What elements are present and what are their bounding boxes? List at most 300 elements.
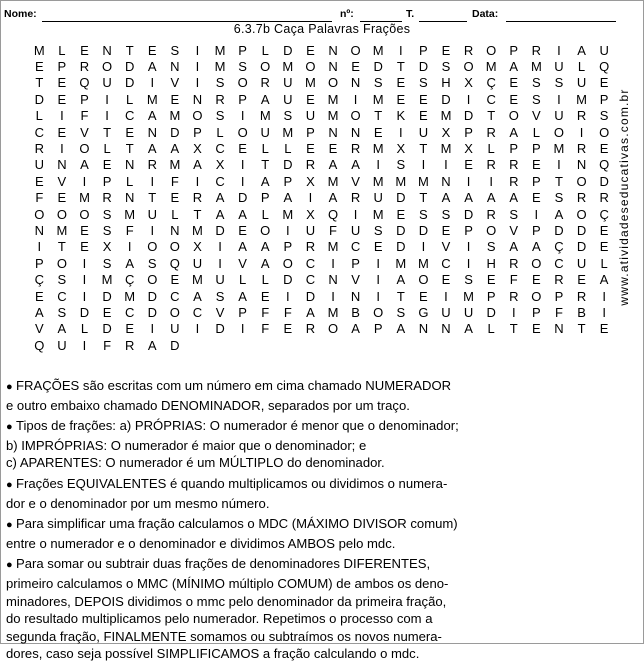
grid-letter[interactable]: R [124,337,135,353]
grid-letter[interactable]: T [419,141,428,157]
grid-letter[interactable]: N [350,75,361,91]
grid-letter[interactable]: R [486,124,496,140]
grid-letter[interactable]: E [306,42,315,58]
grid-letter[interactable]: O [486,42,497,58]
grid-letter[interactable]: U [350,222,361,238]
grid-letter[interactable]: P [373,321,383,337]
grid-letter[interactable]: I [466,255,471,271]
grid-letter[interactable]: D [283,157,293,173]
grid-letter[interactable]: E [486,272,496,288]
grid-letter[interactable]: P [509,141,519,157]
grid-letter[interactable]: N [350,124,361,140]
grid-letter[interactable]: I [466,91,471,107]
grid-letter[interactable]: D [418,222,429,238]
grid-letter[interactable]: N [576,157,587,173]
grid-letter[interactable]: M [327,173,339,189]
grid-letter[interactable]: D [147,288,157,304]
grid-letter[interactable]: A [260,239,270,255]
grid-letter[interactable]: E [419,108,428,124]
grid-letter[interactable]: S [441,206,451,222]
grid-letter[interactable]: C [170,288,180,304]
grid-letter[interactable]: F [509,272,518,288]
grid-letter[interactable]: N [441,321,451,337]
grid-letter[interactable]: M [372,141,384,157]
grid-letter[interactable]: E [599,222,609,238]
grid-letter[interactable]: U [283,75,293,91]
grid-letter[interactable]: D [124,59,135,75]
grid-letter[interactable]: A [147,108,157,124]
grid-letter[interactable]: R [509,255,519,271]
grid-letter[interactable]: X [306,173,315,189]
grid-letter[interactable]: L [261,272,269,288]
grid-letter[interactable]: H [486,255,496,271]
grid-letter[interactable]: N [350,288,361,304]
grid-letter[interactable]: K [396,108,406,124]
grid-letter[interactable]: P [486,288,496,304]
grid-letter[interactable]: O [237,124,248,140]
grid-letter[interactable]: C [441,255,451,271]
grid-letter[interactable]: C [57,288,67,304]
grid-letter[interactable]: I [37,239,42,255]
grid-letter[interactable]: R [102,190,112,206]
grid-letter[interactable]: L [261,42,269,58]
grid-letter[interactable]: I [421,239,426,255]
grid-letter[interactable]: Q [34,337,45,353]
grid-letter[interactable]: C [215,141,225,157]
grid-letter[interactable]: U [192,255,203,271]
grid-letter[interactable]: X [464,141,473,157]
grid-letter[interactable]: O [418,272,429,288]
grid-letter[interactable]: I [60,108,64,124]
grid-letter[interactable]: G [418,304,429,320]
grid-letter[interactable]: P [283,173,293,189]
grid-letter[interactable]: E [57,190,67,206]
grid-letter[interactable]: O [531,288,542,304]
grid-letter[interactable]: A [57,321,67,337]
grid-letter[interactable]: Ç [486,75,496,91]
grid-letter[interactable]: E [34,288,44,304]
grid-letter[interactable]: M [372,91,384,107]
grid-letter[interactable]: I [195,321,200,337]
grid-letter[interactable]: Q [79,75,90,91]
grid-letter[interactable]: E [80,42,89,58]
grid-letter[interactable]: U [599,42,609,58]
grid-letter[interactable]: E [599,239,609,255]
grid-letter[interactable]: O [192,108,203,124]
grid-letter[interactable]: S [419,75,428,91]
grid-letter[interactable]: O [373,304,384,320]
grid-letter[interactable]: M [417,255,429,271]
grid-letter[interactable]: A [328,190,338,206]
grid-letter[interactable]: I [127,239,132,255]
grid-letter[interactable]: I [376,255,381,271]
grid-letter[interactable]: E [396,75,406,91]
grid-letter[interactable]: M [33,42,45,58]
grid-letter[interactable]: P [532,173,541,189]
grid-letter[interactable]: P [102,173,112,189]
grid-letter[interactable]: I [376,157,381,173]
grid-letter[interactable]: A [238,288,247,304]
grid-letter[interactable]: O [147,272,158,288]
grid-letter[interactable]: M [327,239,339,255]
grid-letter[interactable]: R [486,206,496,222]
grid-letter[interactable]: E [147,42,157,58]
grid-letter[interactable]: S [464,272,473,288]
grid-letter[interactable]: Q [599,157,610,173]
grid-letter[interactable]: E [532,272,541,288]
grid-letter[interactable]: E [238,222,247,238]
grid-letter[interactable]: S [599,108,609,124]
grid-letter[interactable]: L [58,42,66,58]
grid-letter[interactable]: P [34,255,44,271]
grid-letter[interactable]: M [327,304,339,320]
grid-letter[interactable]: I [240,108,245,124]
grid-letter[interactable]: O [34,206,45,222]
grid-letter[interactable]: N [441,173,451,189]
grid-letter[interactable]: A [283,190,293,206]
grid-letter[interactable]: I [195,173,200,189]
grid-letter[interactable]: O [169,304,180,320]
grid-letter[interactable]: U [441,304,451,320]
grid-letter[interactable]: V [509,222,519,238]
grid-letter[interactable]: X [193,141,202,157]
grid-letter[interactable]: A [464,321,473,337]
grid-letter[interactable]: B [577,304,586,320]
grid-letter[interactable]: A [260,91,270,107]
grid-letter[interactable]: U [305,108,316,124]
grid-letter[interactable]: C [215,173,225,189]
grid-letter[interactable]: S [215,75,225,91]
grid-letter[interactable]: R [509,173,519,189]
grid-letter[interactable]: R [305,239,316,255]
grid-letter[interactable]: R [192,190,203,206]
grid-letter[interactable]: V [441,239,451,255]
grid-letter[interactable]: S [215,288,225,304]
grid-letter[interactable]: N [328,59,338,75]
grid-letter[interactable]: D [237,190,248,206]
grid-letter[interactable]: S [102,206,112,222]
grid-letter[interactable]: E [170,272,180,288]
grid-letter[interactable]: D [576,239,587,255]
grid-letter[interactable]: U [576,255,587,271]
grid-letter[interactable]: T [57,239,66,255]
grid-letter[interactable]: L [261,141,269,157]
grid-letter[interactable]: T [554,173,563,189]
grid-letter[interactable]: O [56,255,67,271]
grid-letter[interactable]: X [441,124,451,140]
grid-letter[interactable]: I [105,108,109,124]
grid-letter[interactable]: S [554,190,564,206]
grid-letter[interactable]: X [396,141,406,157]
grid-letter[interactable]: D [283,272,293,288]
grid-letter[interactable]: A [34,304,44,320]
grid-letter[interactable]: F [283,304,292,320]
grid-letter[interactable]: M [553,141,565,157]
grid-letter[interactable]: I [240,321,245,337]
grid-letter[interactable]: O [79,141,90,157]
grid-letter[interactable]: I [511,304,516,320]
grid-letter[interactable]: O [327,75,339,91]
grid-letter[interactable]: F [35,190,44,206]
grid-letter[interactable]: I [150,173,155,189]
grid-letter[interactable]: I [602,288,606,304]
grid-letter[interactable]: D [599,173,609,189]
grid-letter[interactable]: I [376,272,381,288]
grid-letter[interactable]: M [372,173,384,189]
grid-letter[interactable]: A [215,190,225,206]
grid-letter[interactable]: S [373,222,383,238]
grid-letter[interactable]: S [532,91,541,107]
grid-letter[interactable]: N [170,59,180,75]
grid-letter[interactable]: A [509,124,519,140]
grid-letter[interactable]: A [486,190,496,206]
grid-letter[interactable]: P [193,124,202,140]
grid-letter[interactable]: I [444,157,448,173]
grid-letter[interactable]: V [80,124,89,140]
grid-letter[interactable]: I [444,288,448,304]
grid-letter[interactable]: F [125,222,134,238]
grid-letter[interactable]: O [79,206,90,222]
grid-letter[interactable]: I [398,124,403,140]
grid-letter[interactable]: E [283,321,293,337]
grid-letter[interactable]: I [466,173,471,189]
grid-letter[interactable]: I [331,288,335,304]
grid-letter[interactable]: C [554,255,564,271]
grid-letter[interactable]: T [419,190,428,206]
grid-letter[interactable]: U [34,157,44,173]
grid-letter[interactable]: R [215,91,225,107]
grid-letter[interactable]: M [485,59,497,75]
grid-letter[interactable]: A [599,272,609,288]
grid-letter[interactable]: E [80,222,89,238]
grid-letter[interactable]: I [421,157,426,173]
grid-letter[interactable]: I [218,255,222,271]
grid-letter[interactable]: R [305,321,316,337]
grid-letter[interactable]: N [124,190,135,206]
grid-letter[interactable]: B [351,304,360,320]
grid-letter[interactable]: V [34,321,44,337]
grid-letter[interactable]: E [125,321,134,337]
grid-letter[interactable]: M [192,222,203,238]
grid-letter[interactable]: A [215,206,225,222]
grid-letter[interactable]: A [147,337,157,353]
grid-letter[interactable]: I [353,206,358,222]
grid-letter[interactable]: A [396,272,406,288]
grid-letter[interactable]: U [576,75,587,91]
grid-letter[interactable]: I [557,42,561,58]
grid-letter[interactable]: F [103,337,112,353]
grid-letter[interactable]: N [57,157,67,173]
grid-letter[interactable]: M [169,157,181,173]
grid-letter[interactable]: O [531,255,542,271]
grid-letter[interactable]: N [418,321,429,337]
grid-letter[interactable]: A [125,255,134,271]
grid-letter[interactable]: S [57,272,67,288]
grid-letter[interactable]: D [283,42,293,58]
grid-letter[interactable]: I [602,304,606,320]
grid-letter[interactable]: I [286,288,290,304]
grid-letter[interactable]: S [147,255,157,271]
grid-letter[interactable]: I [82,272,87,288]
grid-letter[interactable]: O [56,206,67,222]
grid-letter[interactable]: S [486,239,496,255]
grid-letter[interactable]: F [80,108,89,124]
grid-letter[interactable]: E [102,157,112,173]
grid-letter[interactable]: L [600,255,608,271]
grid-letter[interactable]: A [396,321,406,337]
grid-letter[interactable]: M [214,59,226,75]
grid-letter[interactable]: A [464,190,473,206]
grid-letter[interactable]: V [532,108,541,124]
grid-letter[interactable]: R [599,190,609,206]
grid-letter[interactable]: D [396,239,406,255]
grid-letter[interactable]: I [557,91,561,107]
grid-letter[interactable]: A [351,157,360,173]
grid-letter[interactable]: S [238,59,247,75]
grid-letter[interactable]: S [554,75,564,91]
grid-letter[interactable]: T [374,108,383,124]
grid-letter[interactable]: E [80,239,89,255]
grid-letter[interactable]: M [372,206,384,222]
grid-letter[interactable]: A [80,157,89,173]
grid-letter[interactable]: L [126,91,134,107]
grid-letter[interactable]: E [373,124,383,140]
grid-letter[interactable]: I [195,42,200,58]
grid-letter[interactable]: T [509,321,518,337]
grid-letter[interactable]: I [286,222,290,238]
grid-letter[interactable]: P [532,304,541,320]
grid-letter[interactable]: R [554,272,564,288]
grid-letter[interactable]: M [395,173,407,189]
grid-letter[interactable]: O [147,239,158,255]
grid-letter[interactable]: A [532,239,541,255]
grid-letter[interactable]: U [418,124,429,140]
grid-letter[interactable]: E [441,42,451,58]
grid-letter[interactable]: M [440,141,452,157]
grid-letter[interactable]: C [124,108,135,124]
grid-letter[interactable]: U [283,91,293,107]
grid-letter[interactable]: E [599,75,609,91]
grid-letter[interactable]: D [170,337,180,353]
grid-letter[interactable]: L [171,206,179,222]
grid-letter[interactable]: A [260,255,270,271]
grid-letter[interactable]: E [306,91,315,107]
grid-letter[interactable]: I [105,91,109,107]
grid-letter[interactable]: P [238,91,247,107]
grid-letter[interactable]: I [82,288,87,304]
grid-letter[interactable]: E [509,75,519,91]
grid-letter[interactable]: R [576,141,587,157]
grid-letter[interactable]: L [577,59,586,75]
grid-letter[interactable]: I [240,173,245,189]
grid-letter[interactable]: L [239,272,247,288]
grid-letter[interactable]: P [419,42,428,58]
grid-letter[interactable]: Ç [34,272,44,288]
grid-letter[interactable]: L [216,124,224,140]
grid-letter[interactable]: R [147,157,157,173]
grid-letter[interactable]: X [306,206,315,222]
grid-letter[interactable]: E [306,141,315,157]
grid-letter[interactable]: P [260,190,270,206]
grid-letter[interactable]: C [350,239,361,255]
grid-letter[interactable]: D [463,108,474,124]
grid-letter[interactable]: D [486,304,496,320]
grid-letter[interactable]: U [463,304,474,320]
grid-letter[interactable]: S [283,108,293,124]
grid-letter[interactable]: R [576,288,587,304]
grid-letter[interactable]: O [576,173,587,189]
grid-letter[interactable]: F [554,304,563,320]
grid-letter[interactable]: N [34,222,44,238]
grid-letter[interactable]: E [238,141,247,157]
grid-letter[interactable]: U [57,337,67,353]
grid-letter[interactable]: V [351,272,360,288]
grid-letter[interactable]: R [576,190,587,206]
grid-letter[interactable]: E [57,91,67,107]
grid-letter[interactable]: I [82,255,87,271]
grid-letter[interactable]: E [419,91,428,107]
grid-letter[interactable]: I [489,173,493,189]
grid-letter[interactable]: F [261,321,270,337]
grid-letter[interactable]: E [57,75,67,91]
grid-letter[interactable]: S [373,75,383,91]
grid-letter[interactable]: X [215,157,225,173]
grid-letter[interactable]: M [305,75,316,91]
grid-letter[interactable]: U [215,272,225,288]
grid-letter[interactable]: A [193,288,202,304]
grid-letter[interactable]: T [261,157,270,173]
grid-letter[interactable]: N [192,91,203,107]
grid-letter[interactable]: E [396,91,406,107]
grid-letter[interactable]: T [35,75,44,91]
grid-letter[interactable]: T [396,59,405,75]
grid-letter[interactable]: T [148,190,157,206]
grid-letter[interactable]: I [150,222,155,238]
grid-letter[interactable]: M [214,42,226,58]
grid-letter[interactable]: S [57,304,67,320]
grid-letter[interactable]: H [441,75,451,91]
grid-letter[interactable]: M [282,124,294,140]
grid-letter[interactable]: S [102,222,112,238]
grid-letter[interactable]: P [80,91,89,107]
grid-letter[interactable]: P [351,255,360,271]
grid-letter[interactable]: E [351,59,360,75]
grid-letter[interactable]: I [557,157,561,173]
grid-letter[interactable]: E [599,141,609,157]
grid-letter[interactable]: C [34,124,44,140]
grid-letter[interactable]: N [328,124,338,140]
grid-letter[interactable]: O [169,239,180,255]
grid-letter[interactable]: Q [169,255,180,271]
grid-letter[interactable]: A [193,157,202,173]
grid-letter[interactable]: U [102,75,112,91]
grid-letter[interactable]: E [464,157,473,173]
grid-letter[interactable]: O [350,42,361,58]
grid-letter[interactable]: C [192,304,203,320]
grid-letter[interactable]: Ç [599,206,609,222]
grid-letter[interactable]: O [599,124,610,140]
grid-letter[interactable]: M [282,59,294,75]
grid-letter[interactable]: R [576,108,587,124]
grid-letter[interactable]: P [532,222,541,238]
grid-letter[interactable]: U [554,59,564,75]
grid-letter[interactable]: R [260,75,270,91]
grid-letter[interactable]: E [102,304,112,320]
grid-letter[interactable]: A [351,321,360,337]
grid-letter[interactable]: E [170,91,180,107]
grid-letter[interactable]: D [373,59,383,75]
grid-letter[interactable]: P [238,304,247,320]
